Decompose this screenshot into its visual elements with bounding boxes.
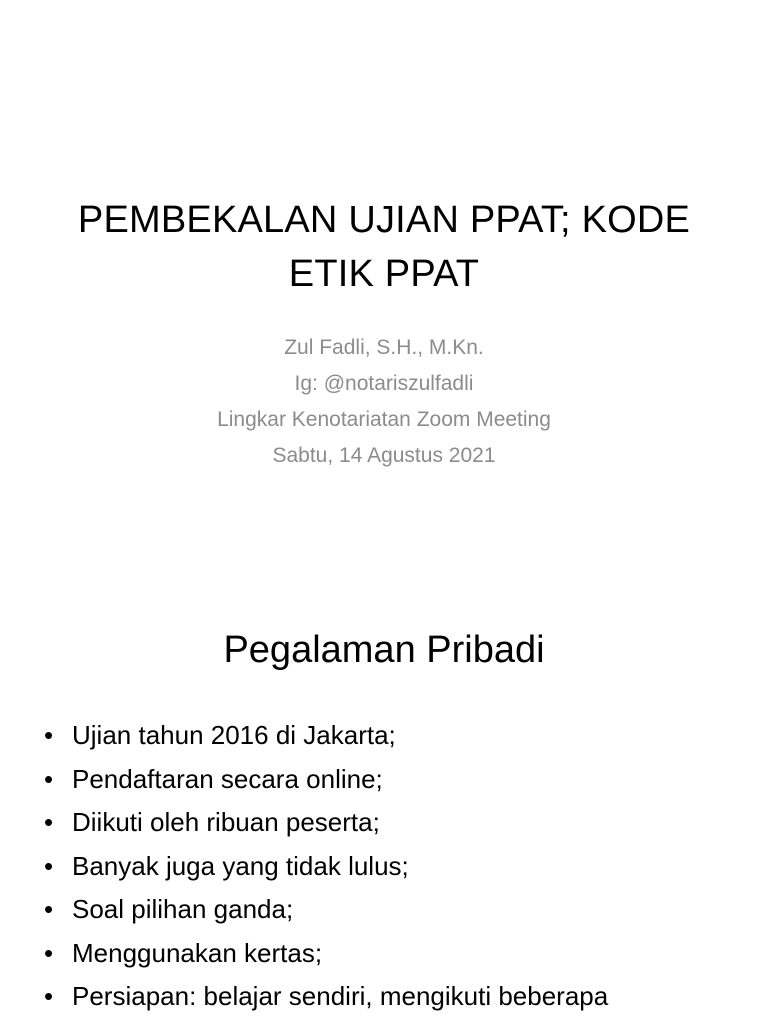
presentation-subtitle [40, 330, 728, 474]
bullet-list [44, 714, 748, 1019]
subtitle-line-date: Sabtu, 14 Agustus 2021 [272, 444, 496, 467]
subtitle-line-presenter: Zul Fadli, S.H., M.Kn. [284, 336, 484, 359]
list-item: • Pendaftaran secara online; [44, 758, 748, 802]
subtitle-line-instagram: Ig: @notariszulfadli [294, 372, 474, 395]
subtitle-line-event: Lingkar Kenotariatan Zoom Meeting [217, 408, 551, 431]
list-item: • Menggunakan kertas; [44, 932, 748, 976]
bullet-icon: • [44, 937, 54, 968]
bullet-icon: • [44, 894, 54, 924]
bullet-icon: • [44, 981, 54, 1011]
bullet-icon: • [44, 763, 54, 794]
list-item: • Persiapan: belajar sendiri, mengikuti beberapa [44, 975, 748, 1019]
list-item: • Diikuti oleh ribuan peserta; [44, 801, 748, 845]
list-item: • Ujian tahun 2016 di Jakarta; [44, 714, 748, 758]
bullet-icon: • [44, 720, 54, 750]
content-slide [0, 576, 768, 1024]
list-item: • Soal pilihan ganda; [44, 888, 748, 932]
bullet-icon: • [44, 850, 54, 881]
bullet-icon: • [44, 807, 54, 837]
list-item: • Banyak juga yang tidak lulus; [44, 845, 748, 889]
presentation-title: PEMBEKALAN UJIAN PPAT; KODE ETIK PPAT [77, 199, 691, 295]
slide-title: Pegalaman Pribadi [223, 629, 545, 671]
